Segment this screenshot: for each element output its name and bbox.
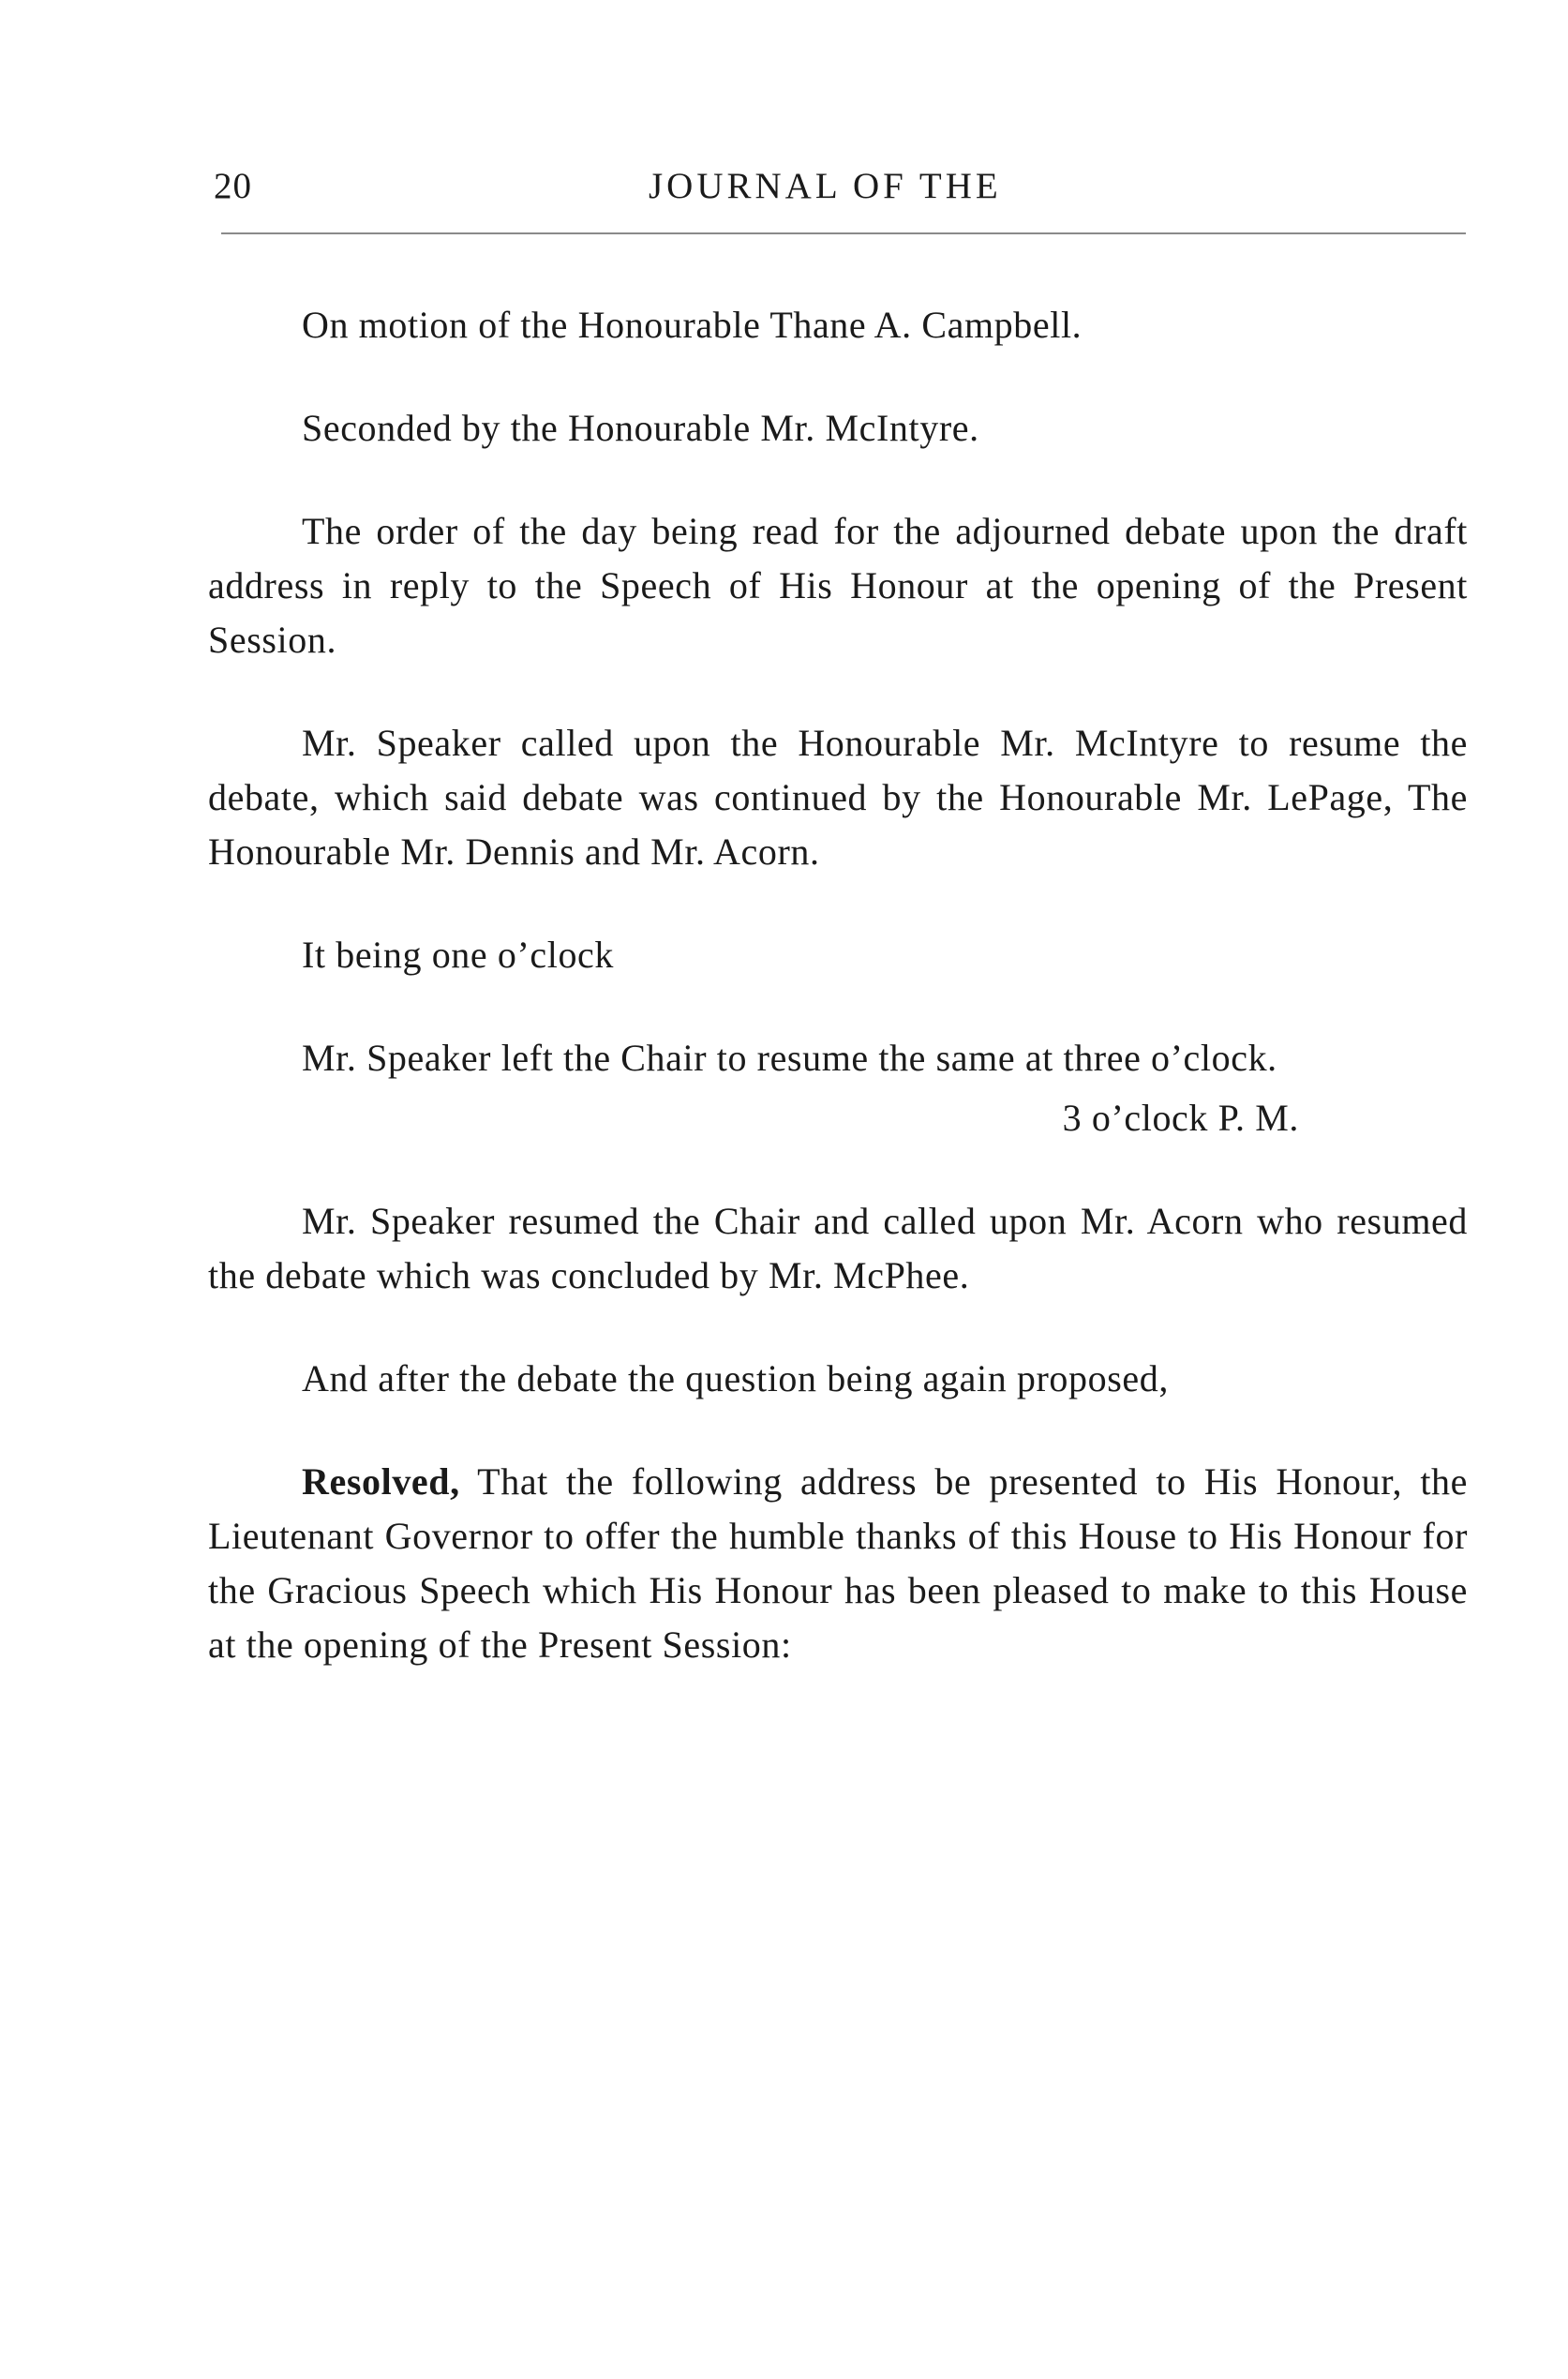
question-proposed-paragraph: And after the debate the question being again proposed, [302, 1357, 1169, 1399]
order-of-day-paragraph: The order of the day being read for the adjourned debate upon the draft address in reply to the Speech of His Honour at the opening of the Present Session. [208, 510, 1468, 661]
resolved-paragraph [208, 1455, 1468, 1672]
speaker-resumed-paragraph: Mr. Speaker resumed the Chair and called upon Mr. Acorn who resumed the debate which was concluded by Mr. McPhee. [208, 1200, 1468, 1296]
one-oclock-paragraph: It being one o’clock [302, 934, 614, 976]
resolved-text: That the following address be presented to His Honour, the Lieutenant Governor to offer the humble thanks of this House to His Honour for the Gracious Speech which His Honour has been pleased to make to this House at the opening of the Present Session: [208, 1460, 1468, 1666]
speaker-left-paragraph: Mr. Speaker left the Chair to resume the same at three o’clock. [302, 1037, 1277, 1079]
time-heading: 3 o’clock P. M. [1062, 1097, 1299, 1139]
resolved-lead: Resolved, [302, 1460, 460, 1503]
header-rule [221, 232, 1466, 234]
speaker-called-paragraph: Mr. Speaker called upon the Honourable Mr. McIntyre to resume the debate, which said debate was continued by the Honourable Mr. LePage, The Honourable Mr. Dennis and Mr. Acorn. [208, 722, 1468, 873]
journal-body [208, 298, 1468, 1721]
seconded-paragraph: Seconded by the Honourable Mr. McIntyre. [302, 407, 979, 449]
motion-paragraph: On motion of the Honourable Thane A. Campbell. [302, 304, 1083, 346]
running-head: JOURNAL OF THE [649, 166, 1002, 206]
page-number: 20 [214, 166, 252, 206]
